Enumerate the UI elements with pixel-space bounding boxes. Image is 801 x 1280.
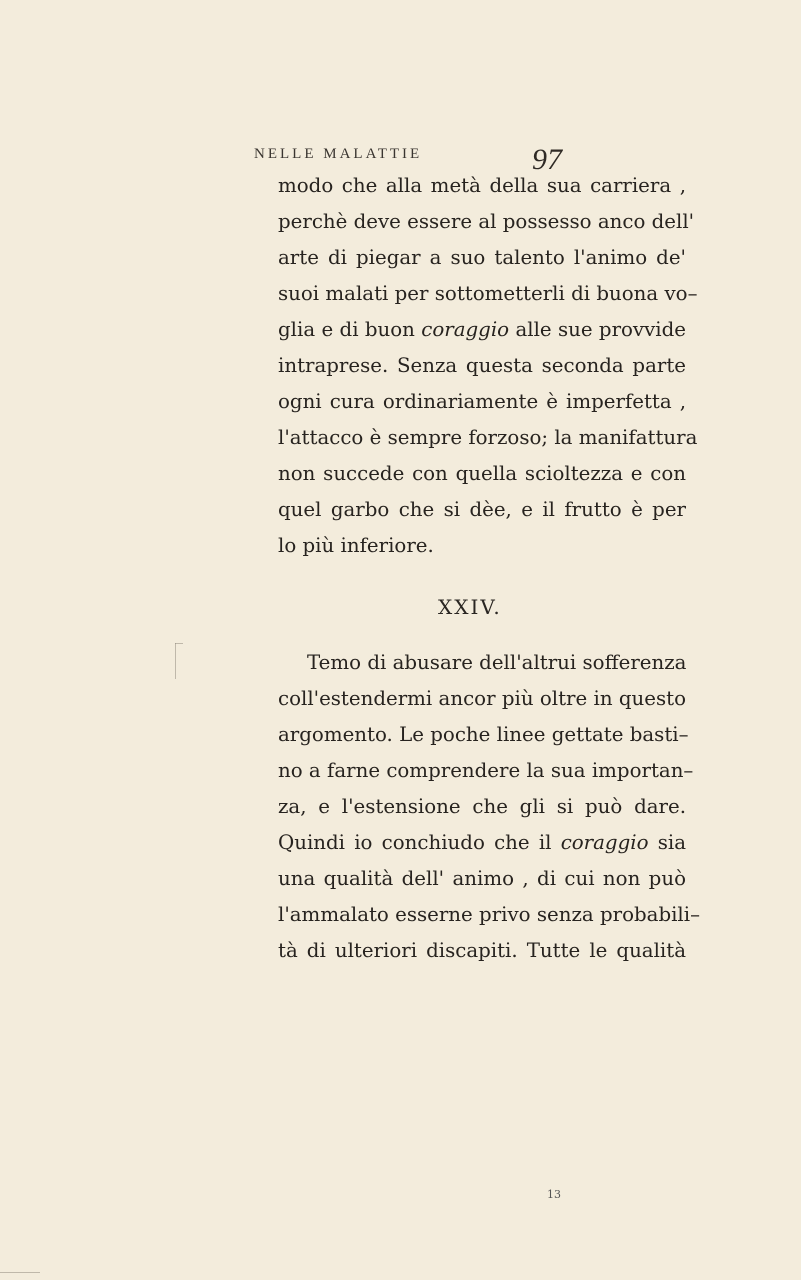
text-fragment: glia e di buon [278, 318, 422, 341]
text-line: suoi malati per sottometterli di buona vo– [278, 282, 698, 305]
text-fragment: sia [648, 831, 686, 854]
text-line: quel garbo che si dèe, e il frutto è per [278, 498, 686, 521]
text-line: ogni cura ordinariamente è imperfetta , [278, 390, 686, 413]
text-line: tà di ulteriori discapiti. Tutte le qualità [278, 939, 686, 962]
scan-mark [175, 643, 176, 679]
text-fragment: Quindi io conchiudo che il [278, 831, 561, 854]
text-line: perchè deve essere al possesso anco dell' [278, 210, 695, 233]
italic-word: coraggio [421, 318, 510, 341]
text-line-with-italic [278, 320, 686, 340]
text-line: l'ammalato esserne privo senza probabili– [278, 903, 700, 926]
text-line: intraprese. Senza questa seconda parte [278, 354, 686, 377]
scan-mark [0, 1272, 40, 1273]
text-line: Temo di abusare dell'altrui sofferenza [307, 651, 687, 674]
signature-mark: 13 [547, 1188, 561, 1201]
text-line: l'attacco è sempre forzoso; la manifattura [278, 426, 698, 449]
text-line: argomento. Le poche linee gettate basti– [278, 723, 689, 746]
italic-word: coraggio [560, 831, 649, 854]
text-line: non succede con quella scioltezza e con [278, 462, 686, 485]
text-line: za, e l'estensione che gli si può dare. [278, 795, 686, 818]
text-line: modo che alla metà della sua carriera , [278, 174, 686, 197]
text-line: arte di piegar a suo talento l'animo de' [278, 246, 686, 269]
running-head: NELLE MALATTIE [254, 146, 423, 162]
section-heading: XXIV. [438, 595, 502, 619]
text-line-with-italic [278, 833, 686, 853]
text-fragment: alle sue provvide [509, 318, 686, 341]
scan-mark [175, 643, 183, 644]
text-line: no a farne comprendere la sua importan– [278, 759, 694, 782]
page-number: 97 [532, 143, 562, 176]
text-line: lo più inferiore. [278, 534, 434, 557]
text-line: una qualità dell' animo , di cui non può [278, 867, 686, 890]
text-line: coll'estendermi ancor più oltre in questo [278, 687, 686, 710]
